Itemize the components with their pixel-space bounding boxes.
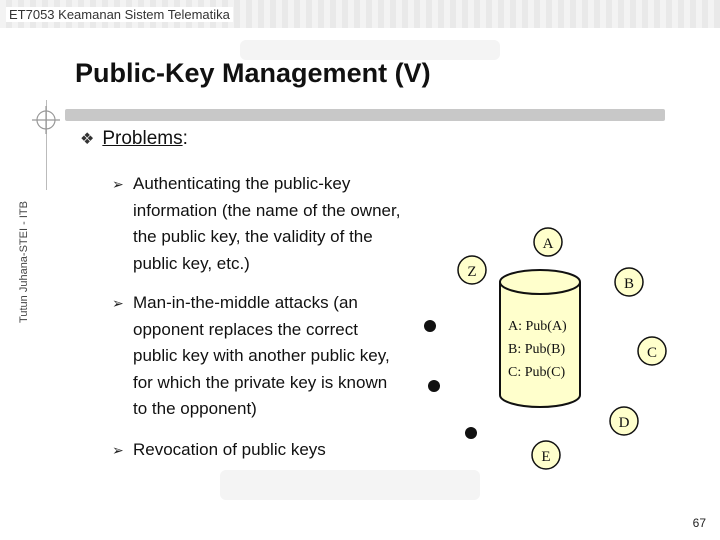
arrow-bullet-icon: ➢ xyxy=(112,295,124,311)
dot-marker xyxy=(424,320,436,332)
node-label: B xyxy=(623,276,635,292)
heading-text: Problems xyxy=(102,128,183,149)
node-label: Z xyxy=(467,264,477,280)
page-number: 67 xyxy=(692,516,706,530)
arrow-bullet-icon: ➢ xyxy=(112,442,124,458)
course-title: ET7053 Keamanan Sistem Telematika xyxy=(6,7,233,22)
directory-entry: A: Pub(A) xyxy=(508,319,567,334)
background-smudge xyxy=(240,40,500,60)
node-z xyxy=(458,256,486,284)
heading-suffix: : xyxy=(182,128,188,149)
diamond-bullet-icon: ❖ xyxy=(80,131,95,148)
side-label: Tutun Juhana-STEI - ITB xyxy=(18,201,30,323)
directory-entry: C: Pub(C) xyxy=(508,365,566,380)
list-item-text: Authenticating the public-key information (the name of the owner, the public key, the validity of the public key, etc.) xyxy=(133,174,401,273)
node-d xyxy=(610,407,638,435)
crosshair-icon xyxy=(30,104,62,136)
node-label: E xyxy=(541,449,551,465)
list-item-text: Revocation of public keys xyxy=(133,440,326,459)
dot-marker xyxy=(465,427,477,439)
arrow-bullet-icon: ➢ xyxy=(112,176,124,192)
title-rule xyxy=(65,109,665,121)
node-e xyxy=(532,441,560,469)
directory-cylinder xyxy=(500,270,580,407)
node-label: A xyxy=(542,236,554,252)
list-item xyxy=(112,171,402,277)
heading-bullet xyxy=(80,128,188,150)
node-b xyxy=(615,268,643,296)
slide-title: Public-Key Management (V) xyxy=(75,58,431,88)
dot-marker xyxy=(428,380,440,392)
public-key-directory-diagram xyxy=(410,220,680,480)
node-label: D xyxy=(618,415,630,431)
node-label: C xyxy=(646,345,658,361)
directory-entry: B: Pub(B) xyxy=(508,342,566,357)
node-a xyxy=(534,228,562,256)
node-c xyxy=(638,337,666,365)
list-item-text: Man-in-the-middle attacks (an opponent replaces the correct public key with another public key, for which the private key is known to the opponent) xyxy=(133,293,390,418)
list-item xyxy=(112,437,402,464)
list-item xyxy=(112,290,402,423)
